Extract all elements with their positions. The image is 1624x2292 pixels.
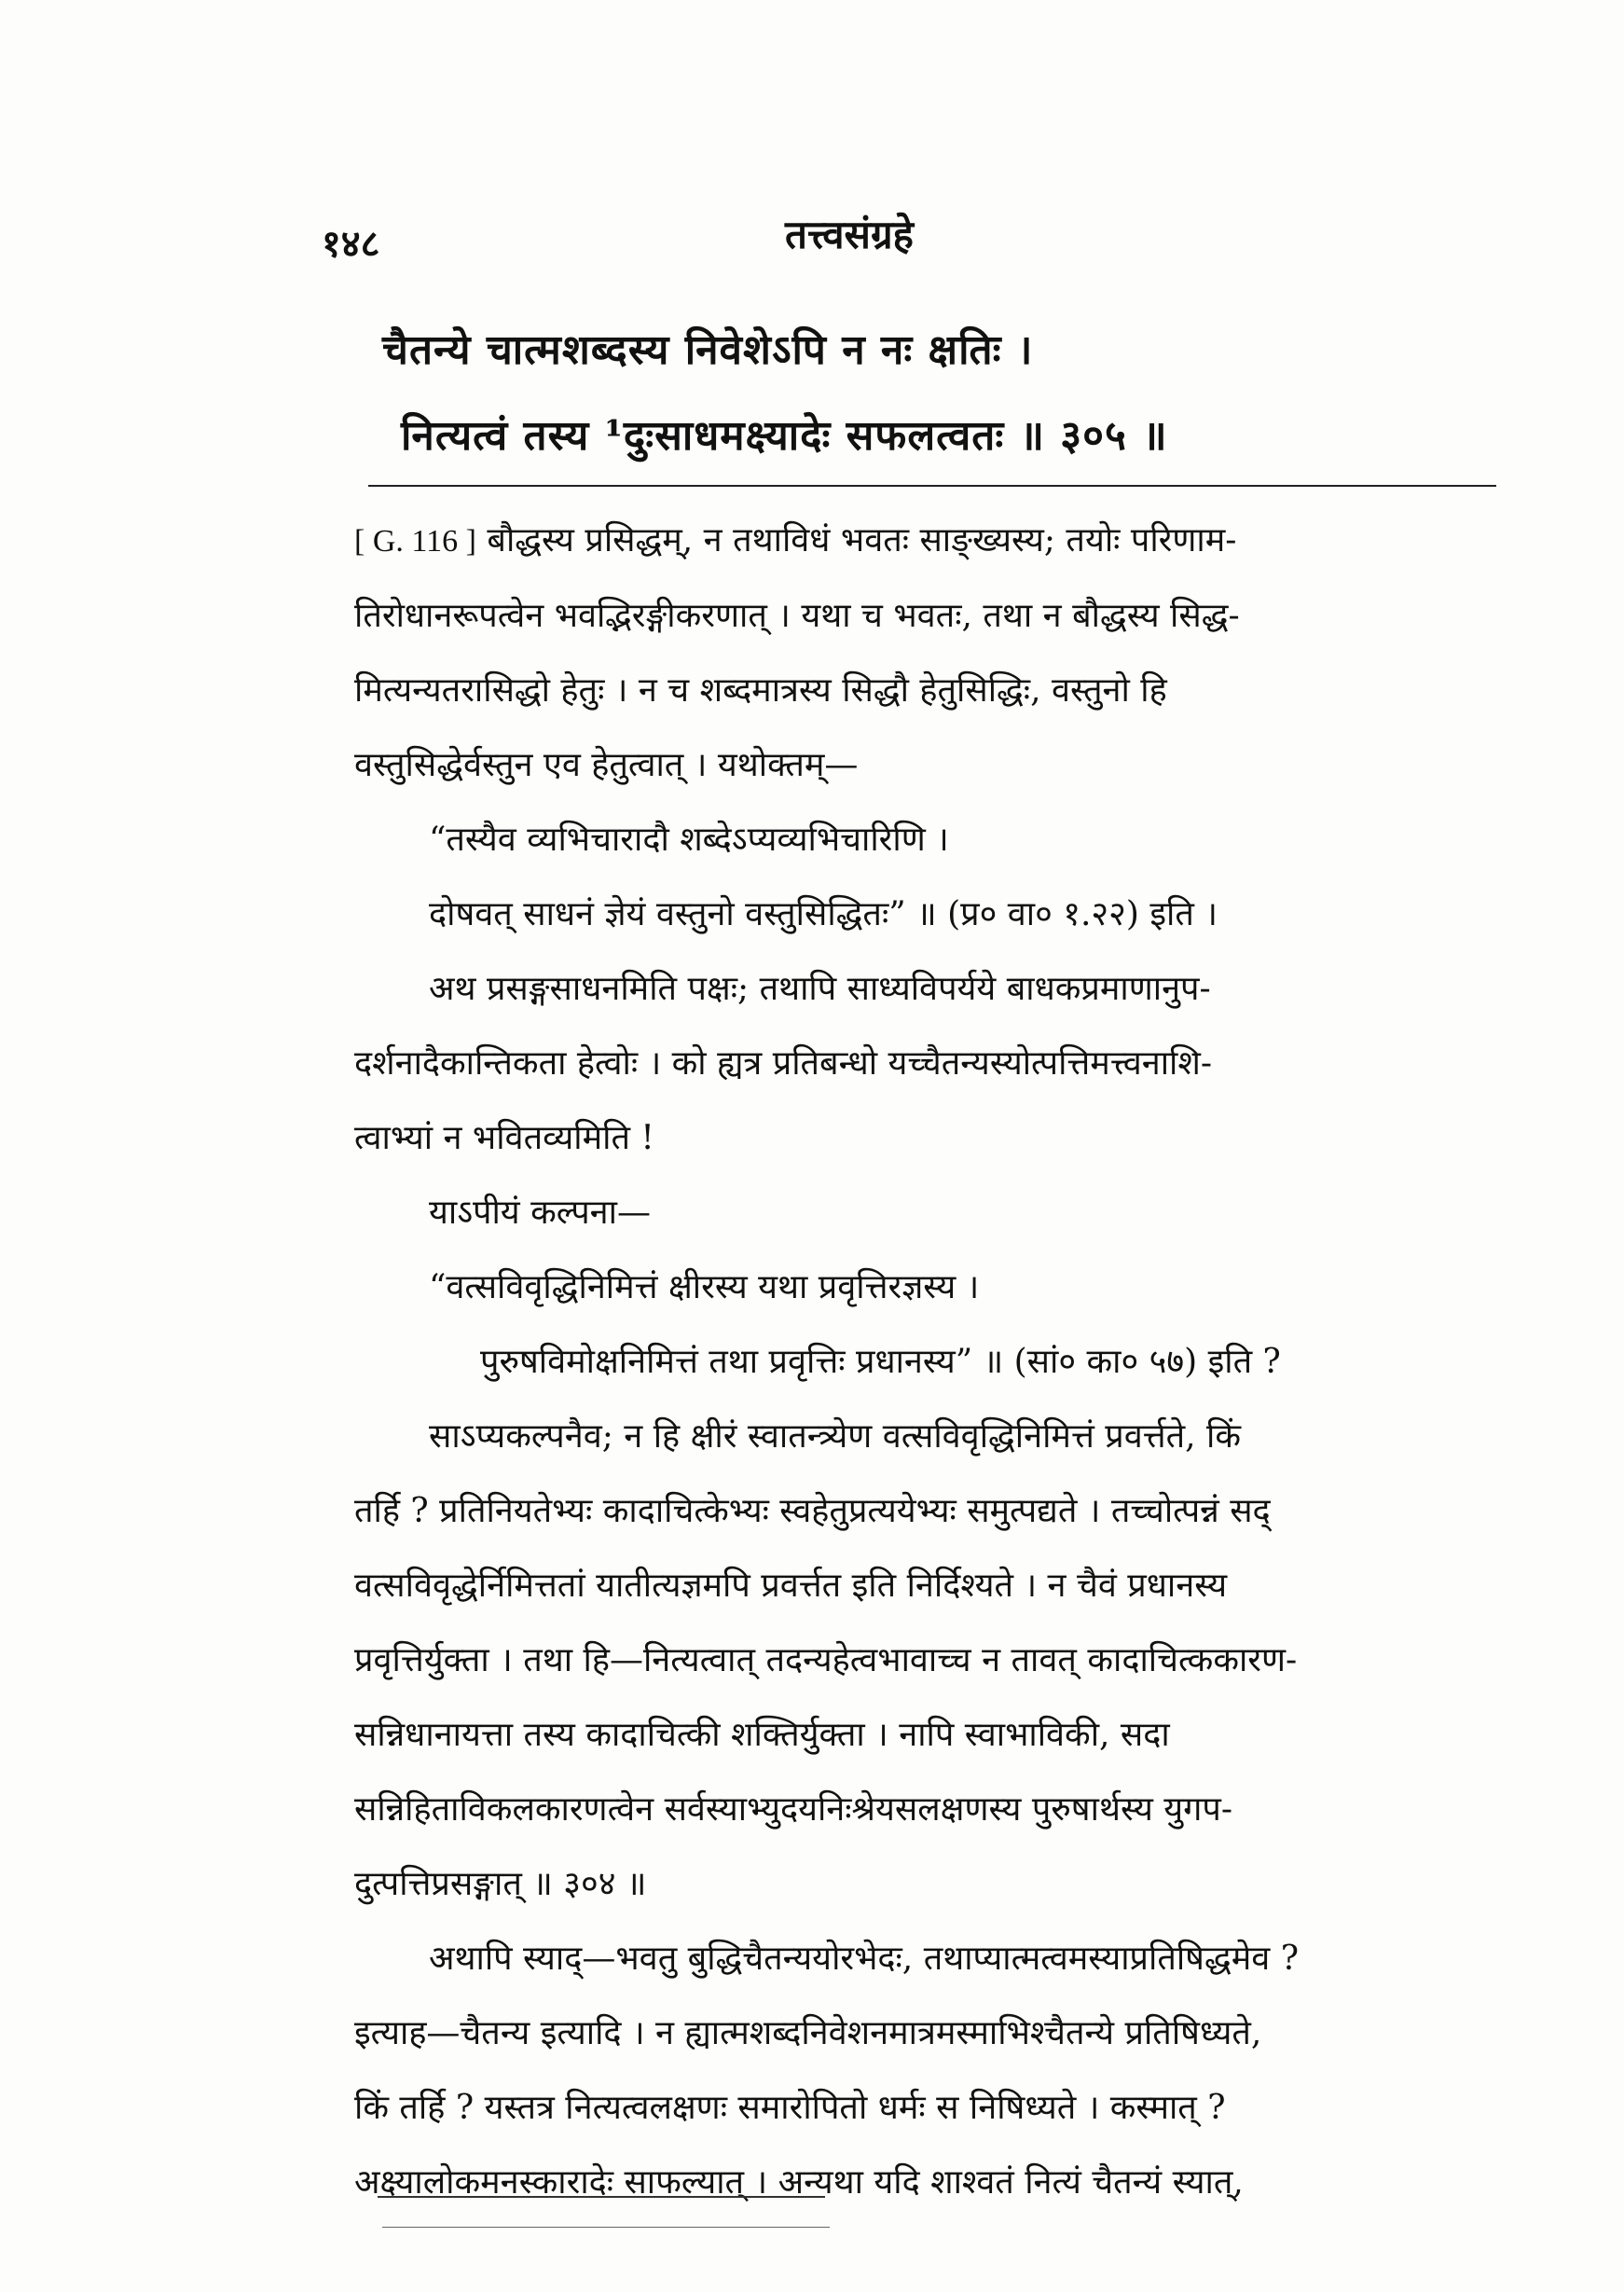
commentary-line bbox=[354, 504, 1510, 579]
commentary-text: बौद्धस्य प्रसिद्धम्, न तथाविधं भवतः साङ्ख्यस्य; तयोः परिणाम- bbox=[487, 521, 1237, 559]
verse-line-1: चैतन्ये चात्मशब्दस्य निवेशेऽपि न नः क्षतिः । bbox=[382, 326, 1034, 374]
commentary-line: वस्तुसिद्धेर्वस्तुन एव हेतुत्वात् । यथोक्तम्— bbox=[354, 746, 859, 784]
commentary-line: साऽप्यकल्पनैव; न हि क्षीरं स्वातन्त्र्येण वत्सविवृद्धिनिमित्तं प्रवर्त्तते, किं bbox=[429, 1417, 1242, 1456]
commentary-line: सन्निधानायत्ता तस्य कादाचित्की शक्तिर्युक्ता । नापि स्वाभाविकी, सदा bbox=[354, 1716, 1170, 1754]
footnote-divider bbox=[378, 2196, 825, 2198]
quoted-verse-line: दोषवत् साधनं ज्ञेयं वस्तुनो वस्तुसिद्धितः” ॥ (प्र० वा० १.२२) इति । bbox=[429, 895, 1218, 933]
quoted-verse-line: “वत्सविवृद्धिनिमित्तं क्षीरस्य यथा प्रवृत्तिरज्ञस्य । bbox=[429, 1268, 980, 1306]
commentary-line: याऽपीयं कल्पना— bbox=[429, 1194, 651, 1232]
commentary-line: अथ प्रसङ्गसाधनमिति पक्षः; तथापि साध्यविपर्यये बाधकप्रमाणानुप- bbox=[429, 970, 1211, 1008]
footnote-divider-lower bbox=[382, 2227, 830, 2228]
verse-line-2: नित्यत्वं तस्य ¹दुःसाधमक्ष्यादेः सफलत्वतः ॥ ३०५ ॥ bbox=[401, 412, 1168, 460]
commentary-line: इत्याह—चैतन्य इत्यादि । न ह्यात्मशब्दनिवेशनमात्रमस्माभिश्चैतन्ये प्रतिषिध्यते, bbox=[354, 2014, 1262, 2052]
commentary-line: वत्सविवृद्धेर्निमित्ततां यातीत्यज्ञमपि प्रवर्त्तत इति निर्दिश्यते । न चैवं प्रधानस्य bbox=[354, 1567, 1228, 1605]
commentary-line: प्रवृत्तिर्युक्ता । तथा हि—नित्यत्वात् तदन्यहेत्वभावाच्च न तावत् कादाचित्ककारण- bbox=[354, 1641, 1298, 1679]
quoted-verse-line: पुरुषविमोक्षनिमित्तं तथा प्रवृत्तिः प्रधानस्य” ॥ (सां० का० ५७) इति ? bbox=[480, 1343, 1281, 1381]
commentary-line: दर्शनादैकान्तिकता हेत्वोः । को ह्यत्र प्रतिबन्धो यच्चैतन्यस्योत्पत्तिमत्त्वनाशि- bbox=[354, 1044, 1213, 1083]
commentary-line: त्वाभ्यां न भवितव्यमिति ! bbox=[354, 1119, 654, 1157]
commentary-line: किं तर्हि ? यस्तत्र नित्यत्वलक्षणः समारोपितो धर्मः स निषिध्यते । कस्मात् ? bbox=[354, 2089, 1226, 2127]
commentary-line: सन्निहिताविकलकारणत्वेन सर्वस्याभ्युदयनिःश्रेयसलक्षणस्य पुरुषार्थस्य युगप- bbox=[354, 1790, 1233, 1829]
commentary-line: तर्हि ? प्रतिनियतेभ्यः कादाचित्केभ्यः स्वहेतुप्रत्ययेभ्यः समुत्पद्यते । तच्चोत्पन्नं सद् bbox=[354, 1492, 1271, 1530]
commentary-line: अक्ष्यालोकमनस्कारादेः साफल्यात् । अन्यथा यदि शाश्वतं नित्यं चैतन्यं स्यात्, bbox=[354, 2163, 1244, 2202]
source-reference: [ G. 116 ] bbox=[354, 524, 476, 559]
commentary-line: मित्यन्यतरासिद्धो हेतुः । न च शब्दमात्रस्य सिद्धौ हेतुसिद्धिः, वस्तुनो हि bbox=[354, 671, 1167, 710]
verse-divider bbox=[368, 485, 1496, 487]
running-title: तत्त्वसंग्रहे bbox=[785, 212, 914, 257]
commentary-block bbox=[354, 504, 1510, 2220]
quoted-verse-line: “तस्यैव व्यभिचारादौ शब्देऽप्यव्यभिचारिणि । bbox=[429, 821, 949, 859]
commentary-line: अथापि स्याद्—भवतु बुद्धिचैतन्ययोरभेदः, तथाप्यात्मत्वमस्याप्रतिषिद्धमेव ? bbox=[429, 1940, 1300, 1978]
page-number: १४८ bbox=[322, 222, 380, 266]
commentary-line: तिरोधानरूपत्वेन भवद्भिरङ्गीकरणात् । यथा च भवतः, तथा न बौद्धस्य सिद्ध- bbox=[354, 597, 1240, 635]
verse-block bbox=[382, 308, 1501, 479]
commentary-line: दुत्पत्तिप्रसङ्गात् ॥ ३०४ ॥ bbox=[354, 1865, 647, 1903]
